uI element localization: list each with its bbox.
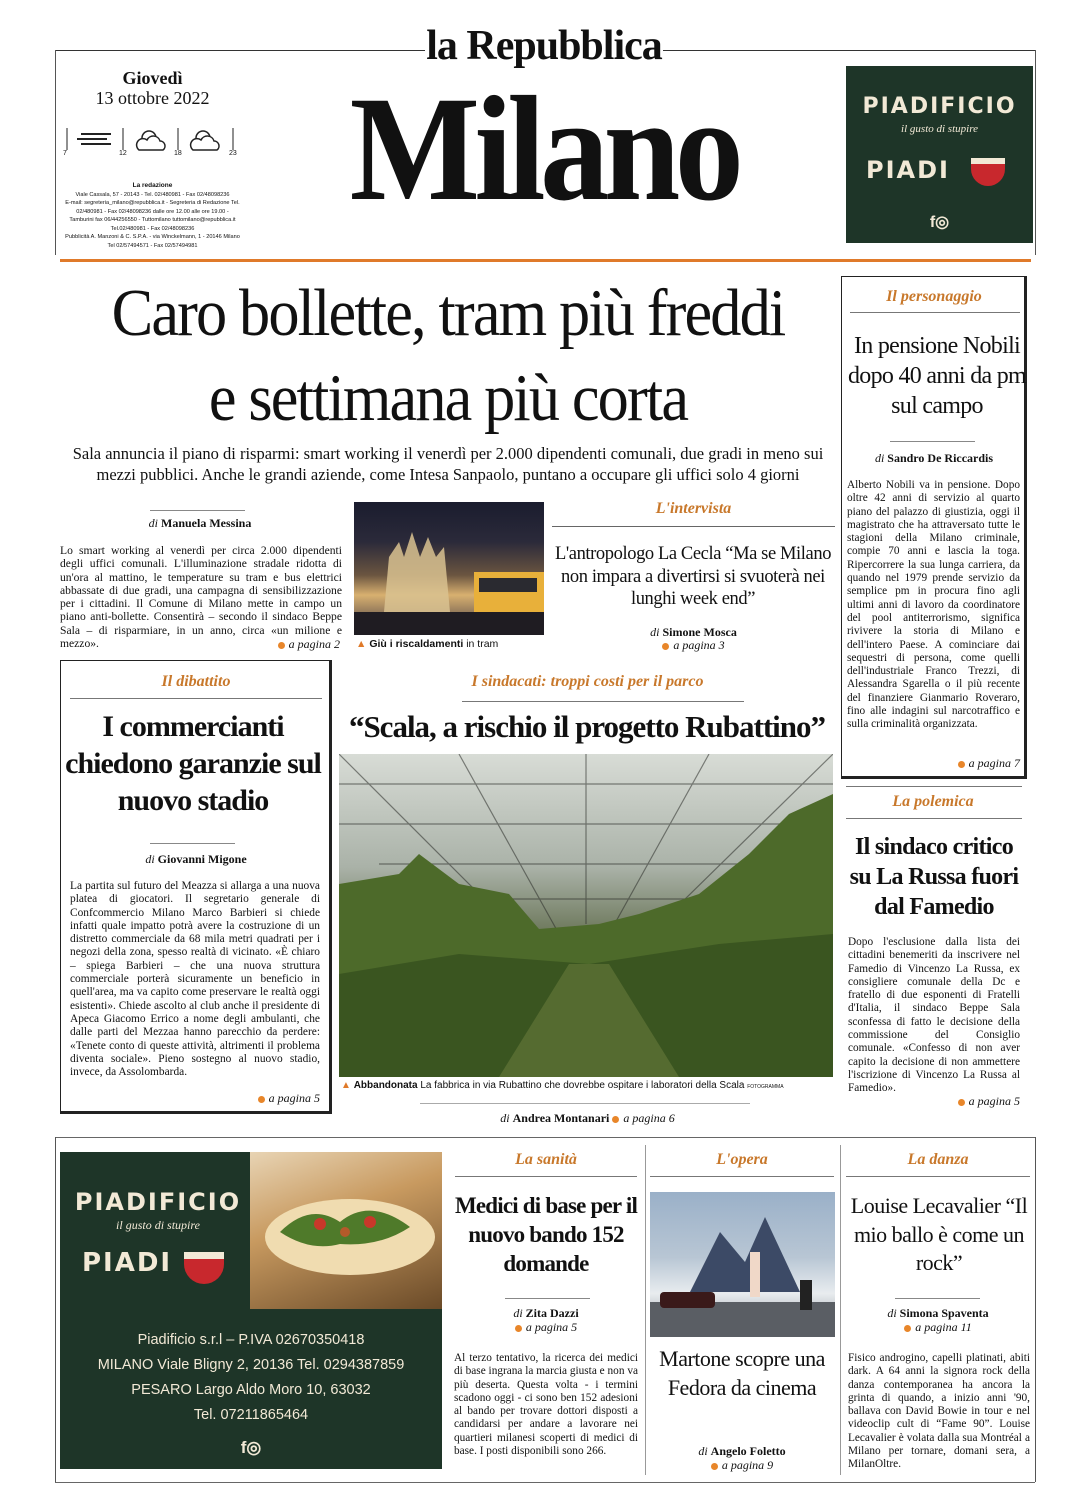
personaggio-kicker: Il personaggio [886,288,982,305]
intervista-headline[interactable]: L'antropologo La Cecla “Ma se Milano non impara a divertirsi si svuoterà nei lunghi week end” [554,544,832,609]
redazione-line: Viale Cassala, 57 - 20143 - Tel. 02/480981 - Fax 02/48098236 [75,191,230,198]
lead-page-ref[interactable]: a pagina 2 [200,637,340,652]
polemica-headline[interactable]: Il sindaco critico su La Russa fuori dal Famedio [849,834,1019,920]
sindacati-caption: ▲ Abbandonata La fabbrica in via Rubattino che dovrebbe ospitare i laboratori della Scala FOTOGRAMMA [341,1080,784,1091]
intervista-page-ref[interactable]: a pagina 3 [552,638,835,653]
city-title: Milano [349,66,739,232]
ad-line: Tel. 07211865464 [193,1407,309,1423]
redazione-box [60,182,245,250]
danza-author[interactable]: Simona Spaventa [899,1306,989,1320]
weather-strip [63,124,243,160]
lead-headline-1[interactable]: Caro bollette, tram più freddi [111,276,785,350]
sanita-author[interactable]: Zita Dazzi [525,1306,579,1320]
ad-tagline: il gusto di stupire [116,1218,200,1232]
ad-line: PESARO Largo Aldo Moro 10, 63032 [131,1382,371,1398]
ad-sub: PIADI [866,156,950,184]
lead-body: Lo smart working al venerdì per circa 2.000 dipendenti degli uffici comunali. L'illuminazione stradale ridotta di un'ora al mattino, le temperature su tram e bus elettrici abbassate di due gradi, una campagna di sensibilizzazione per i cittadini. Il Comune di Milano mette in campo un piano anti-bollette. Consentirà – secondo il sindaco Beppe Sala – di risparmiare, in un anno, circa «un milione e mezzo». [60,544,342,651]
edition-day: Giovedì [122,68,183,88]
redazione-line: Tel 02/57494571 - Fax 02/57494981 [107,242,198,249]
polemica-kicker: La polemica [892,793,974,810]
photo-drawing [339,754,833,1077]
photo-drawing [354,502,544,635]
personaggio-byline: di Sandro De Riccardis [874,451,994,465]
opera-page-ref[interactable]: a pagina 9 [648,1458,836,1473]
polemica-body: Dopo l'esclusione dalla lista dei cittadini benemeriti da inscrivere nel Famedio di Vincenzo La Russa, ex consigliere comunale della Dc e fratello di due esponenti di Fratelli d'Italia, il sindaco Beppe Sala sconfessa di fatto le decisione della commissione del Consiglio comunale. «Confesso di non aver capito la decisione di non ammettere l'iscrizione di Vincenzo La Russa al Famedio». [848,936,1020,1095]
sanita-body: Al terzo tentativo, la ricerca dei medici di base ingrana la marcia giusta e non va più deserta. Questa volta - i termini scadono oggi - ci sono ben 152 adesioni al bando per trovare dottori disposti a candidarsi per andare a lavorare nei quartieri milanesi scoperti di medici di base. I posti disponibili sono 266. [454,1352,638,1458]
social-icons[interactable]: f◎ [929,214,950,231]
piadina-icon [184,1252,224,1284]
temp-label: 18 [174,150,182,157]
brand-logo: la Repubblica [426,23,662,69]
opera-byline: di Angelo Foletto [698,1444,786,1458]
polemica-page-ref[interactable]: a pagina 5 [880,1094,1020,1109]
intervista-kicker: L'intervista [655,500,732,517]
sanita-headline[interactable]: Medici di base per il nuovo bando 152 domande [454,1193,638,1276]
dibattito-kicker: Il dibattito [161,673,231,690]
temp-label: 7 [63,150,67,157]
ad-sub: PIADI [82,1248,173,1278]
sindacati-author[interactable]: Andrea Montanari [512,1111,610,1125]
personaggio-page-ref[interactable]: a pagina 7 [880,756,1020,771]
lead-author[interactable]: Manuela Messina [161,516,252,530]
piadina-icon [971,158,1005,186]
personaggio-author[interactable]: Sandro De Riccardis [887,451,994,465]
ad-address [60,1328,442,1428]
redazione-line: Tel.02/480981 - Fax 02/48098236 [110,225,195,232]
danza-headline[interactable]: Louise Lecavalier “Il mio ballo è come un rock” [850,1193,1028,1275]
ad-tagline: il gusto di stupire [901,123,978,135]
sindacati-byline: di Andrea Montanari a pagina 6 [500,1111,675,1125]
partly-cloudy-icon [191,131,219,150]
danza-body: Fisico androgino, capelli platinati, abiti dark. A 64 anni la signora rock della danza contemporanea ha ancora la grinta di quando, a inizio anni '90, ballava con David Bowie in tour e nel videoclip cult di “Fame 90”. Louise Lecavalier è volata dalla sua Montréal a Milano per tornare, domani sera, a MilanOltre. [848,1352,1030,1471]
dibattito-byline: di Giovanni Migone [145,852,247,866]
opera-kicker: L'opera [716,1151,768,1168]
temp-label: 23 [229,150,237,157]
fedora-stage-photo [650,1192,835,1337]
redazione-line: Tamburini fax 06/44256550 - Tuttomilano tuttomilano@repubblica.it [69,217,236,223]
lead-photo-caption: ▲ Giù i riscaldamenti in tram [356,638,499,650]
ad-brand: PIADIFICIO [862,94,1017,119]
edition-date: 13 ottobre 2022 [95,88,210,108]
redazione-line: 02/480981 - Fax 02/48098236 dalle ore 12.00 alle ore 19.00 - [76,208,229,215]
sanita-byline: di Zita Dazzi [513,1306,579,1320]
dibattito-author[interactable]: Giovanni Migone [157,852,247,866]
personaggio-body: Alberto Nobili va in pensione. Dopo oltre 42 anni di servizio al quarto piano del palazzo di giustizia, oggi il magistrato che ha attraversato tutte le stagioni della Milano criminale, compie 70 anni e lascia la toga. Ripercorrere la sua lunga carriera, da quando nel 1979 prende servizio da semplice pm in procura fino agli ultimi anni di lavoro da coordinatore del pool antiterrorismo, significa rivivere la storia di Milano e dell'intero Paese. A cominciare dai sequestri di persona, come quelli dell'industriale Franco Trezzi, di Alessandra Sgarella o il più recente del finanziere Gianmario Roveraro, fino alle indagini sul narcotraffico e sulla criminalità organizzata. [847,479,1020,731]
danza-page-ref[interactable]: a pagina 11 [843,1320,1033,1335]
redazione-line: E-mail: segreteria_milano@repubblica.it - Segreteria di Redazione Tel. [65,200,240,206]
redazione-line: Pubblicità A. Manzoni & C. S.P.A. - via Winckelmann, 1 - 20146 Milano [65,234,240,240]
lead-deck: Sala annuncia il piano di risparmi: smart working il venerdì per 2.000 dipendenti comunali, due gradi in meno sui mezzi pubblici. Anche le grandi aziende, come Intesa Sanpaolo, puntano a occupare gli uffici solo 4 giorni [72,444,824,484]
photo-drawing [650,1192,835,1337]
ad-line: MILANO Viale Bligny 2, 20136 Tel. 0294387859 [97,1357,405,1373]
redazione-title: La redazione [132,182,173,189]
ad-line: Piadificio s.r.l – P.IVA 02670350418 [137,1332,365,1348]
weather-icons [63,124,243,160]
sanita-kicker: La sanità [515,1151,577,1168]
ad-brand: PIADIFICIO [74,1188,242,1216]
intervista-author[interactable]: Simone Mosca [662,625,737,639]
rubattino-factory-photo [339,754,833,1077]
dibattito-body: La partita sul futuro del Meazza si allarga a una nuova platea di giocatori. Il segretario generale di Confcommercio Milano Marco Barbieri si chiede infatti quale impatto potrà avere la costruzione di un distretto commerciale da 68 mila metri quadrati per i negozi della zona, spesso realtà di vicinato. «È chiaro – spiega Barbieri – che una nuova struttura commerciale porterà sicuramente un beneficio in quell'area, ma va capito come preservare le realtà oggi esistenti». Chiede ascolto al club anche il presidente di Apeca Giacomo Errico a nome degli ambulanti, che dalle parti del Mezzaa hanno parecchio da perdere: «Tenete conto di queste attività, altrimenti il problema diventa sociale». Pieno sostegno al nuovo stadio, invece, da Assolombarda. [70,880,320,1079]
sindacati-headline[interactable]: “Scala, a rischio il progetto Rubattino” [348,709,826,744]
dibattito-headline[interactable]: I commercianti chiedono garanzie sul nuovo stadio [65,710,321,817]
photo-drawing [250,1152,442,1309]
sindacati-page-ref[interactable]: a pagina 6 [623,1111,675,1125]
intervista-byline: di Simone Mosca [650,625,737,639]
personaggio-headline[interactable]: In pensione Nobili dopo 40 anni da pm sul campo [847,333,1027,419]
ad-piadificio-bottom[interactable] [60,1152,442,1469]
piadina-photo [250,1152,442,1309]
temp-label: 12 [119,150,127,157]
sanita-page-ref[interactable]: a pagina 5 [452,1320,640,1335]
partly-cloudy-icon [137,131,165,150]
opera-author[interactable]: Angelo Foletto [710,1444,786,1458]
danza-byline: di Simona Spaventa [887,1306,989,1320]
dibattito-page-ref[interactable]: a pagina 5 [180,1091,320,1106]
fog-icon [77,134,111,144]
lead-headline-2[interactable]: e settimana più corta [208,361,688,435]
lead-byline: di Manuela Messina [148,516,252,530]
opera-headline[interactable]: Martone scopre una Fedora da cinema [659,1346,825,1400]
sindacati-kicker: I sindacati: troppi costi per il parco [471,673,704,690]
social-icons[interactable]: f◎ [240,1438,262,1457]
ad-piadificio-top[interactable] [846,66,1033,243]
tram-duomo-photo [354,502,544,635]
danza-kicker: La danza [907,1151,969,1168]
